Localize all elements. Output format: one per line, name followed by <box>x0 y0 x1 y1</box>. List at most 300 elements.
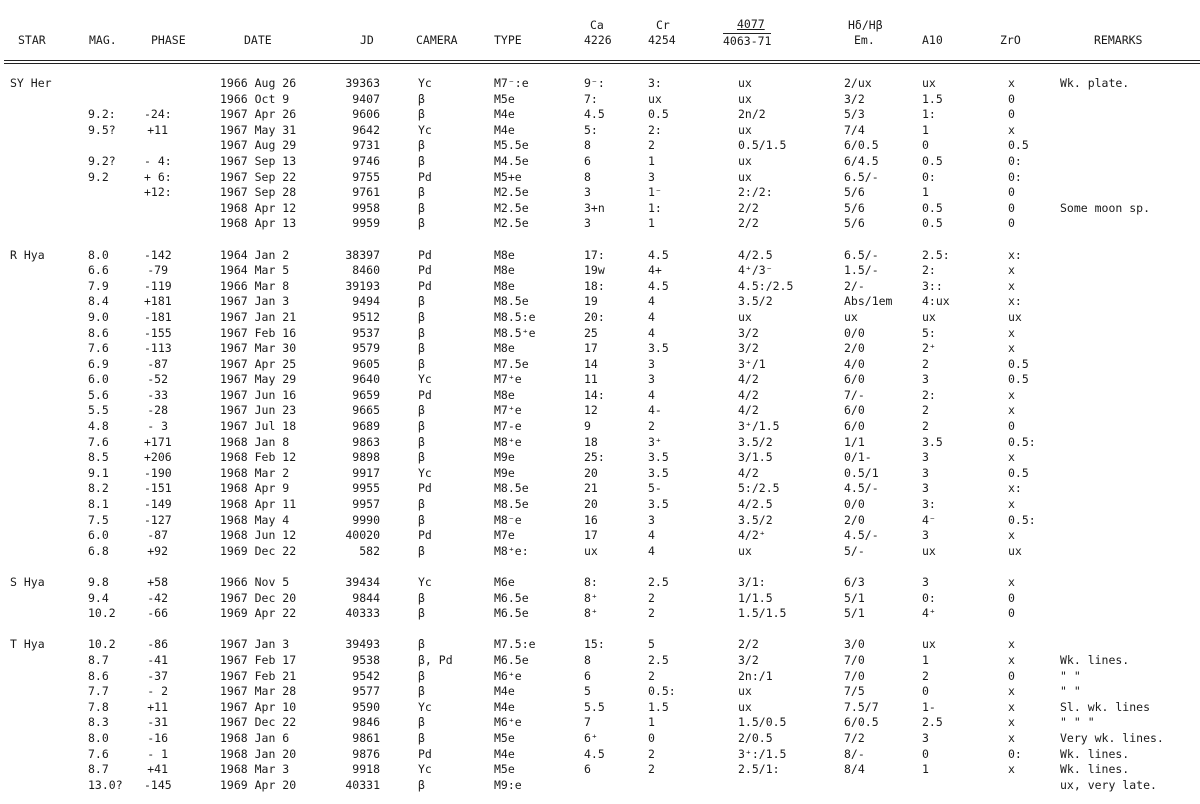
cell-ca: 15: <box>584 637 605 652</box>
cell-jd: 9844 <box>352 590 380 605</box>
cell-a10: 0.5 <box>922 153 943 168</box>
cell-zro: 0 <box>1008 419 1015 434</box>
cell-a10: ux <box>922 76 936 90</box>
group-spacer-cell <box>0 232 1200 248</box>
cell-ratio: 3/1: <box>738 575 766 589</box>
cell-remarks <box>1060 170 1200 186</box>
cell-star <box>0 185 88 201</box>
cell-ratio: ux <box>738 309 752 324</box>
cell-zro: x <box>1008 762 1015 777</box>
cell-ca: 8⁺ <box>584 590 598 605</box>
cell-date: 1967 Dec 22 <box>220 715 297 730</box>
cell-ca: 8 <box>584 652 591 667</box>
cell-mag <box>88 76 144 92</box>
cell-zro: 0.5 <box>1008 465 1029 480</box>
cell-a10: 0.5 <box>922 216 943 231</box>
cell-star <box>0 747 88 763</box>
cell-ca <box>584 778 648 794</box>
cell-cr: 2 <box>648 746 655 761</box>
cell-ca: 14: <box>584 387 605 402</box>
table-row <box>0 575 1200 591</box>
cell-cr: 3.5 <box>648 465 669 480</box>
cell-a10: 1: <box>922 107 936 122</box>
cell-camera: β <box>418 153 425 168</box>
cell-phase: - 3 <box>147 419 168 434</box>
cell-type: M7.5e <box>494 356 529 371</box>
cell-cr: 2 <box>648 590 655 605</box>
cell-jd: 9761 <box>352 185 380 200</box>
cell-camera: β <box>418 684 425 699</box>
cell-jd: 9640 <box>352 372 380 387</box>
cell-cr: 0.5: <box>648 684 676 699</box>
cell-ca: 25 <box>584 325 598 340</box>
cell-phase: -42 <box>147 590 168 605</box>
table-row <box>0 466 1200 482</box>
cell-zro: 0: <box>1008 169 1022 184</box>
cell-zro: ux <box>1008 309 1022 324</box>
cell-cr: 3.5 <box>648 450 669 465</box>
table-row <box>0 372 1200 388</box>
col-header-phase: PHASE <box>151 33 186 47</box>
cell-jd: 9955 <box>352 481 380 496</box>
cell-date: 1967 Jul 18 <box>220 419 297 434</box>
cell-type: M8⁻e <box>494 512 522 527</box>
cell-jd: 9846 <box>352 715 380 730</box>
cell-remarks: ux, very late. <box>1060 777 1157 792</box>
cell-date: 1964 Mar 5 <box>220 263 290 278</box>
cell-camera: Yc <box>418 122 432 137</box>
cell-cr: 4 <box>648 387 655 402</box>
cell-zro: x <box>1008 497 1015 512</box>
cell-jd: 9863 <box>352 434 380 449</box>
cell-ca: 5: <box>584 122 598 137</box>
cell-type: M5e <box>494 91 515 106</box>
cell-ratio: 2n:/1 <box>738 668 773 683</box>
table-row <box>0 263 1200 279</box>
cell-star <box>0 154 88 170</box>
cell-cr: 3: <box>648 76 662 90</box>
cell-cr: 1 <box>648 153 655 168</box>
cell-type: M8.5⁺e <box>494 325 536 340</box>
cell-phase: - 2 <box>147 684 168 699</box>
cell-mag: 7.9 <box>88 278 109 293</box>
cell-mag: 5.5 <box>88 403 109 418</box>
cell-date: 1967 Feb 21 <box>220 668 297 683</box>
cell-hd-hb: 5/6 <box>844 200 865 215</box>
cell-ca: 4.5 <box>584 746 605 761</box>
cell-type: M8⁺e <box>494 434 522 449</box>
cell-ca: 5.5 <box>584 699 605 714</box>
cell-type: M5e <box>494 730 515 745</box>
cell-star <box>0 481 88 497</box>
cell-zro: x <box>1008 403 1015 418</box>
cell-mag <box>88 201 144 217</box>
cell-mag: 7.8 <box>88 699 109 714</box>
cell-type: M8.5e <box>494 481 529 496</box>
cell-phase: -16 <box>147 730 168 745</box>
table-row <box>0 731 1200 747</box>
cell-hd-hb: 2/0 <box>844 341 865 356</box>
cell-type: M4e <box>494 684 515 699</box>
cell-cr: 0 <box>648 730 655 745</box>
cell-ca: 6⁺ <box>584 730 598 745</box>
cell-ratio <box>726 778 836 794</box>
cell-ca: 3+n <box>584 200 605 215</box>
cell-ca: 6 <box>584 762 591 777</box>
cell-jd: 40333 <box>345 606 380 621</box>
cell-zro: 0.5 <box>1008 372 1029 387</box>
cell-phase: +41 <box>147 762 168 777</box>
cell-date: 1967 May 31 <box>220 122 297 137</box>
cell-jd: 9958 <box>352 200 380 215</box>
cell-phase: -87 <box>147 356 168 371</box>
cell-ratio: ux <box>738 699 752 714</box>
cell-zro: x <box>1008 730 1015 745</box>
cell-jd: 9957 <box>352 497 380 512</box>
cell-mag: 9.0 <box>88 309 109 324</box>
cell-remarks <box>1060 435 1200 451</box>
cell-type: M6e <box>494 575 515 589</box>
cell-mag: 7.6 <box>88 746 109 761</box>
cell-hd-hb: 5/6 <box>844 216 865 231</box>
cell-a10: 4⁺ <box>922 606 936 621</box>
cell-hd-hb: ux <box>844 309 858 324</box>
cell-remarks <box>1060 279 1200 295</box>
cell-mag: 8.6 <box>88 668 109 683</box>
cell-hd-hb: 6/0.5 <box>844 138 879 153</box>
cell-date: 1968 Apr 13 <box>220 216 297 231</box>
cell-mag: 9.8 <box>88 575 109 589</box>
cell-camera: Pd <box>418 247 432 262</box>
cell-camera: β <box>418 403 425 418</box>
cell-hd-hb: 5/3 <box>844 107 865 122</box>
cell-hd-hb: 6/0 <box>844 372 865 387</box>
cell-remarks <box>1060 123 1200 139</box>
cell-mag: 9.2: <box>88 107 116 122</box>
cell-a10: 0: <box>922 169 936 184</box>
table-header <box>0 0 1200 62</box>
cell-cr: 4 <box>648 543 655 558</box>
cell-remarks: Wk. lines. <box>1060 746 1130 761</box>
cell-jd: 9537 <box>352 325 380 340</box>
cell-a10: 1 <box>922 652 929 667</box>
cell-hd-hb: 7.5/7 <box>844 699 879 714</box>
cell-ca: 6 <box>584 668 591 683</box>
table-row <box>0 762 1200 778</box>
table-row <box>0 248 1200 264</box>
cell-hd-hb: 6/0 <box>844 419 865 434</box>
cell-cr: 3 <box>648 512 655 527</box>
table-row <box>0 201 1200 217</box>
cell-mag: 8.1 <box>88 497 109 512</box>
col-header-type: TYPE <box>494 33 522 47</box>
cell-jd: 9876 <box>352 746 380 761</box>
cell-jd: 38397 <box>345 247 380 262</box>
cell-jd: 9494 <box>352 294 380 309</box>
cell-zro: x <box>1008 76 1015 90</box>
cell-date: 1967 Apr 26 <box>220 107 297 122</box>
cell-camera: β <box>418 107 425 122</box>
cell-camera: β <box>418 450 425 465</box>
cell-ca: 9⁻: <box>584 76 605 90</box>
cell-zro: x <box>1008 263 1015 278</box>
cell-a10: 3:: <box>922 278 943 293</box>
cell-jd: 40020 <box>345 528 380 543</box>
col-header-a10: A10 <box>922 33 943 47</box>
cell-date: 1966 Nov 5 <box>220 575 290 589</box>
group-spacer <box>0 622 1200 638</box>
cell-a10: 0 <box>922 138 929 153</box>
cell-camera: β <box>418 419 425 434</box>
cell-date: 1967 Jan 21 <box>220 309 297 324</box>
cell-jd: 9606 <box>352 107 380 122</box>
table-row <box>0 107 1200 123</box>
cell-camera: Yc <box>418 762 432 777</box>
cell-mag: 8.0 <box>88 730 109 745</box>
cell-type: M6⁺e <box>494 715 522 730</box>
cell-hd-hb: 4.5/- <box>844 481 879 496</box>
cell-ratio: 0.5/1.5 <box>738 138 787 153</box>
cell-zro: 0.5 <box>1008 356 1029 371</box>
cell-star <box>0 497 88 513</box>
cell-zro: 0 <box>1008 91 1015 106</box>
cell-date: 1967 Sep 13 <box>220 153 297 168</box>
cell-ca: 3 <box>584 185 591 200</box>
cell-remarks <box>1060 419 1200 435</box>
cell-remarks <box>1060 263 1200 279</box>
cell-phase: -28 <box>147 403 168 418</box>
header-rule-top <box>4 60 1200 61</box>
cell-type: M7.5:e <box>494 637 536 652</box>
cell-a10: 2.5 <box>922 715 943 730</box>
cell-hd-hb: 5/1 <box>844 590 865 605</box>
cell-remarks <box>1060 107 1200 123</box>
cell-type: M8.5e <box>494 294 529 309</box>
cell-zro: 0.5: <box>1008 512 1036 527</box>
cell-mag: 5.6 <box>88 387 109 402</box>
cell-cr: 2 <box>648 419 655 434</box>
col-header-jd: JD <box>360 33 374 47</box>
cell-date: 1967 Jan 3 <box>220 294 290 309</box>
cell-camera: β <box>418 309 425 324</box>
cell-camera: β <box>418 434 425 449</box>
cell-phase: +11 <box>147 122 168 137</box>
cell-hd-hb: 8/- <box>844 746 865 761</box>
cell-type: M9e <box>494 465 515 480</box>
cell-date: 1967 Mar 28 <box>220 684 297 699</box>
cell-jd: 9917 <box>352 465 380 480</box>
cell-type: M8e <box>494 278 515 293</box>
cell-jd: 9542 <box>352 668 380 683</box>
cell-jd: 9990 <box>352 512 380 527</box>
cell-zro: x: <box>1008 247 1022 262</box>
cell-remarks <box>1060 606 1200 622</box>
cell-phase: -79 <box>147 263 168 278</box>
table-row <box>0 357 1200 373</box>
cell-jd: 9665 <box>352 403 380 418</box>
cell-type: M5.5e <box>494 138 529 153</box>
table-row <box>0 403 1200 419</box>
cell-mag: 9.2? <box>88 153 116 168</box>
cell-phase: +92 <box>147 543 168 558</box>
cell-zro: x <box>1008 325 1015 340</box>
cell-phase: +171 <box>144 434 172 449</box>
table-row <box>0 279 1200 295</box>
cell-a10: 3 <box>922 730 929 745</box>
cell-hd-hb: 4.5/- <box>844 528 879 543</box>
cell-mag <box>88 185 144 201</box>
cell-hd-hb: 5/6 <box>844 185 865 200</box>
cell-a10: 4:ux <box>922 294 950 309</box>
cell-jd: 39493 <box>345 637 380 652</box>
cell-mag: 8.7 <box>88 762 109 777</box>
cell-mag: 6.6 <box>88 263 109 278</box>
col-header-emission: Em. <box>854 33 875 47</box>
cell-type: M7e <box>494 528 515 543</box>
cell-ca: 17: <box>584 247 605 262</box>
table-row <box>0 92 1200 108</box>
table-row <box>0 388 1200 404</box>
cell-type: M8e <box>494 387 515 402</box>
cell-a10: 3 <box>922 481 929 496</box>
cell-star <box>0 450 88 466</box>
cell-date: 1967 Feb 17 <box>220 652 297 667</box>
cell-date: 1967 Aug 29 <box>220 138 297 153</box>
cell-camera: β <box>418 777 425 792</box>
cell-hd-hb: 0/0 <box>844 325 865 340</box>
col-header-cr-wavelength: 4254 <box>648 33 676 47</box>
table-row <box>0 700 1200 716</box>
cell-cr: 4- <box>648 403 662 418</box>
cell-star <box>0 513 88 529</box>
cell-hd-hb: 8/4 <box>844 762 865 777</box>
cell-cr: 3⁺ <box>648 434 662 449</box>
cell-ratio: 1.5/1.5 <box>738 606 787 621</box>
cell-cr: 2 <box>648 762 655 777</box>
cell-zro: x <box>1008 341 1015 356</box>
cell-date: 1968 Jan 20 <box>220 746 297 761</box>
cell-remarks <box>1060 248 1200 264</box>
cell-jd: 9755 <box>352 169 380 184</box>
cell-mag: 9.1 <box>88 465 109 480</box>
cell-ratio: 2/0.5 <box>738 730 773 745</box>
cell-remarks <box>1060 138 1200 154</box>
cell-ca: 20: <box>584 309 605 324</box>
cell-type: M8e <box>494 341 515 356</box>
cell-jd: 9590 <box>352 699 380 714</box>
cell-ca: 16 <box>584 512 598 527</box>
table-row <box>0 528 1200 544</box>
cell-camera: β <box>418 91 425 106</box>
cell-cr: 3.5 <box>648 497 669 512</box>
cell-ca: 8 <box>584 169 591 184</box>
cell-ratio: 3⁺:/1.5 <box>738 746 787 761</box>
cell-remarks: Wk. lines. <box>1060 762 1130 777</box>
cell-star: SY Her <box>10 76 52 90</box>
cell-type: M6.5e <box>494 652 529 667</box>
cell-mag: 8.4 <box>88 294 109 309</box>
col-header-date: DATE <box>244 33 272 47</box>
cell-jd: 582 <box>359 543 380 558</box>
cell-a10: 5: <box>922 325 936 340</box>
cell-star <box>0 466 88 482</box>
cell-type: M4e <box>494 746 515 761</box>
cell-type: M4e <box>494 122 515 137</box>
cell-zro: x <box>1008 575 1015 589</box>
table-row <box>0 591 1200 607</box>
cell-mag: 6.0 <box>88 528 109 543</box>
cell-star <box>0 263 88 279</box>
cell-date: 1967 Jun 16 <box>220 387 297 402</box>
cell-remarks: " " <box>1060 684 1081 699</box>
cell-camera: β <box>418 715 425 730</box>
cell-ratio: 4/2⁺ <box>738 528 766 543</box>
cell-cr: 2.5 <box>648 652 669 667</box>
cell-date: 1967 Apr 25 <box>220 356 297 371</box>
cell-cr: 1 <box>648 216 655 231</box>
cell-a10: 1.5 <box>922 91 943 106</box>
col-header-hd-hb: Hδ/Hβ <box>848 18 883 32</box>
cell-jd: 39363 <box>345 76 380 90</box>
cell-ca: 17 <box>584 341 598 356</box>
cell-mag <box>88 138 144 154</box>
cell-star <box>0 669 88 685</box>
cell-remarks <box>1060 575 1200 591</box>
cell-remarks <box>1060 92 1200 108</box>
cell-star <box>0 731 88 747</box>
cell-ca: 20 <box>584 497 598 512</box>
cell-zro: 0 <box>1008 606 1015 621</box>
cell-remarks <box>1060 310 1200 326</box>
cell-ca: 8⁺ <box>584 606 598 621</box>
cell-zro: x <box>1008 387 1015 402</box>
cell-ratio: 2n/2 <box>738 107 766 122</box>
cell-camera: β <box>418 606 425 621</box>
cell-camera: β <box>418 356 425 371</box>
cell-date: 1967 Mar 30 <box>220 341 297 356</box>
cell-hd-hb: 5/1 <box>844 606 865 621</box>
cell-star <box>0 435 88 451</box>
cell-camera: β, Pd <box>418 652 453 667</box>
cell-cr: 1⁻ <box>648 185 662 200</box>
cell-date: 1967 May 29 <box>220 372 297 387</box>
cell-zro: x <box>1008 122 1015 137</box>
cell-camera: Yc <box>418 76 432 90</box>
cell-mag: 8.7 <box>88 652 109 667</box>
cell-jd: 9577 <box>352 684 380 699</box>
cell-phase: -66 <box>147 606 168 621</box>
cell-a10: 3 <box>922 528 929 543</box>
cell-phase: -190 <box>144 465 172 480</box>
cell-jd: 39434 <box>345 575 380 589</box>
cell-star <box>0 201 88 217</box>
cell-remarks <box>1060 466 1200 482</box>
cell-mag: 7.6 <box>88 434 109 449</box>
cell-date: 1968 Apr 11 <box>220 497 297 512</box>
cell-hd-hb: 7/4 <box>844 122 865 137</box>
cell-cr: 4 <box>648 294 655 309</box>
cell-cr: 4.5 <box>648 278 669 293</box>
cell-ratio: 3/2 <box>738 652 759 667</box>
cell-phase: -33 <box>147 387 168 402</box>
cell-ca: 7: <box>584 91 598 106</box>
cell-hd-hb: 0/0 <box>844 497 865 512</box>
cell-phase: +181 <box>144 294 172 309</box>
cell-hd-hb: 7/2 <box>844 730 865 745</box>
cell-type: M6.5e <box>494 590 529 605</box>
cell-a10: 2: <box>922 387 936 402</box>
cell-date: 1966 Mar 8 <box>220 278 290 293</box>
